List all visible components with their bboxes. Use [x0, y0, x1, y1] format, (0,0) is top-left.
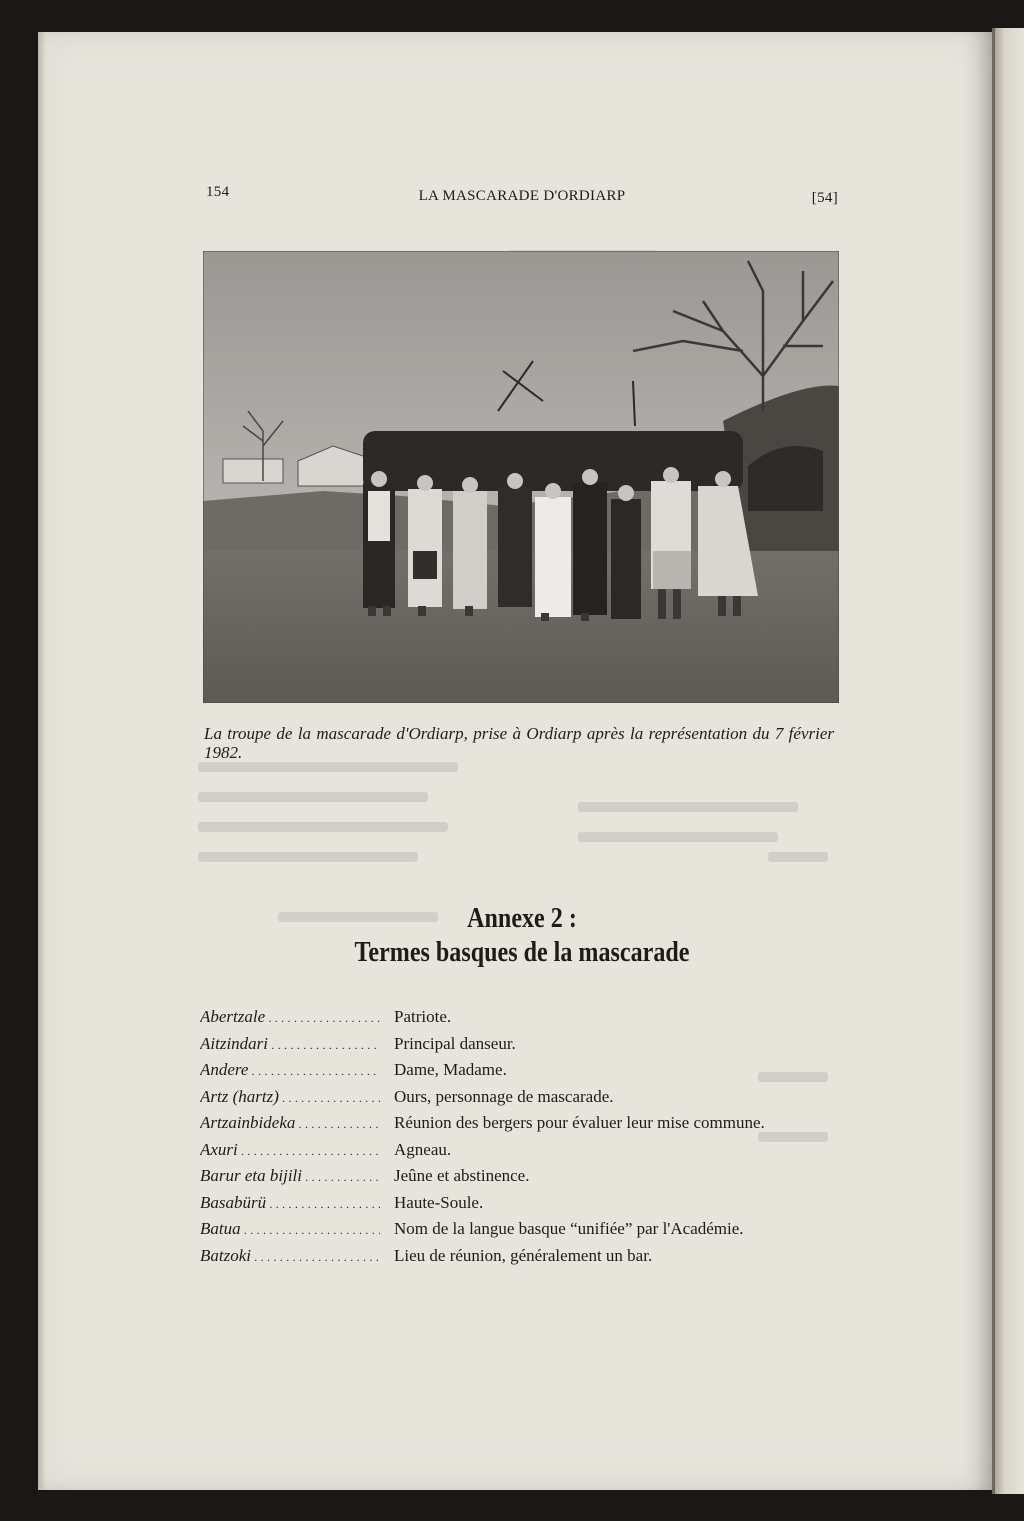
photo-illustration: [203, 251, 839, 703]
glossary-definition: Lieu de réunion, généralement un bar.: [394, 1245, 653, 1265]
glossary-entry: [200, 1113, 840, 1140]
bracket-page-number: [54]: [811, 190, 838, 206]
photo-caption: La troupe de la mascarade d'Ordiarp, prise à Ordiarp après la représentation du 7 février 1982.: [204, 724, 834, 762]
annex-subtitle: Termes basques de la mascarade: [354, 937, 690, 968]
glossary-term: Abertzale . . .: [200, 1007, 380, 1027]
running-title: LA MASCARADE D'ORDIARP: [418, 188, 626, 204]
glossary-entry: [200, 1219, 840, 1246]
glossary-term: Batua . . .: [200, 1219, 380, 1239]
glossary-definition: Ours, personnage de mascarade.: [394, 1086, 614, 1106]
glossary-list: [200, 1007, 840, 1272]
glossary-definition: Dame, Madame.: [394, 1060, 507, 1079]
glossary-entry: [200, 1193, 840, 1220]
glossary-definition: Haute-Soule.: [394, 1192, 484, 1212]
glossary-entry: [200, 1140, 840, 1167]
glossary-definition: Jeûne et abstinence.: [394, 1166, 530, 1185]
glossary-term: Artz (hartz) . . .: [200, 1087, 380, 1107]
glossary-entry: [200, 1034, 840, 1061]
annex-heading: Annexe 2 :: [467, 903, 577, 934]
glossary-term: Basabürü . . .: [200, 1193, 380, 1213]
troupe-photograph: [203, 251, 839, 703]
glossary-entry: [200, 1007, 840, 1034]
glossary-term: Axuri . . .: [200, 1140, 380, 1160]
glossary-entry: [200, 1060, 840, 1087]
glossary-definition: Réunion des bergers pour évaluer leur mise commune.: [394, 1113, 765, 1132]
glossary-entry: [200, 1166, 840, 1193]
glossary-term: Barur eta bijili . . .: [200, 1166, 380, 1186]
running-header: [206, 184, 838, 208]
glossary-definition: Nom de la langue basque “unifiée” par l'Académie.: [394, 1219, 744, 1238]
glossary-term: Aitzindari . . .: [200, 1034, 380, 1054]
glossary-definition: Principal danseur.: [394, 1033, 516, 1053]
glossary-entry: [200, 1087, 840, 1114]
page-number: 154: [206, 184, 230, 200]
glossary-term: Batzoki . . .: [200, 1246, 380, 1266]
facing-page-edge: [992, 28, 1024, 1494]
glossary-definition: Agneau.: [394, 1139, 452, 1159]
glossary-term: Artzainbideka . . .: [200, 1113, 380, 1133]
glossary-entry: [200, 1246, 840, 1273]
glossary-term: Andere . . .: [200, 1060, 380, 1080]
glossary-definition: Patriote.: [394, 1007, 452, 1026]
annex-title: [250, 902, 794, 970]
